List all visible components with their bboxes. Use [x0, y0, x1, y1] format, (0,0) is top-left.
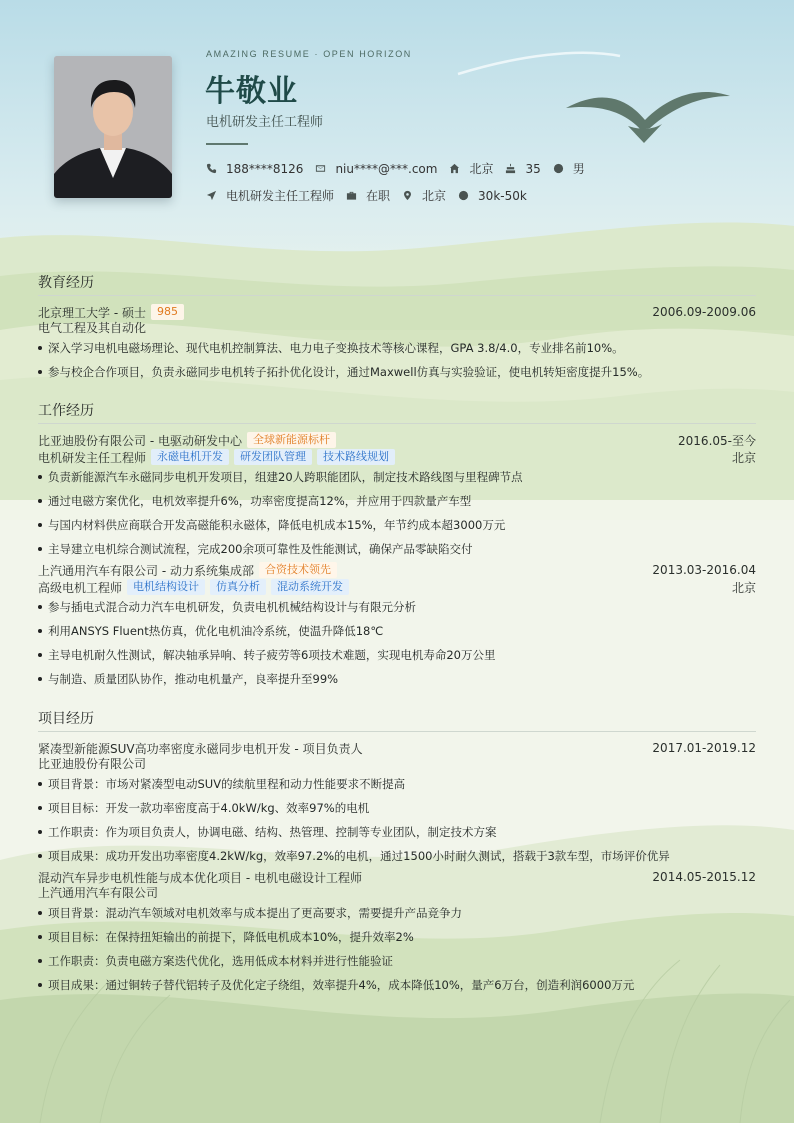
work-section [38, 401, 756, 687]
list-item: 负责新能源汽车永磁同步电机开发项目，组建20人跨职能团队，制定技术路线图与里程碑节点 [38, 469, 756, 485]
project-date: 2017.01-2019.12 [652, 741, 756, 755]
job-status-item [346, 187, 390, 204]
company-tag: 全球新能源标杆 [247, 432, 336, 448]
project-header [38, 869, 756, 885]
brand-tagline: AMAZING RESUME · OPEN HORIZON [206, 49, 412, 59]
skill-tag: 混动系统开发 [271, 579, 349, 595]
skill-tag: 仿真分析 [210, 579, 266, 595]
section-title: 工作经历 [38, 403, 94, 419]
list-item: 项目目标：在保持扭矩输出的前提下，降低电机成本10%，提升效率2% [38, 929, 756, 945]
email-item [315, 162, 437, 176]
skill-tag: 技术路线规划 [317, 449, 395, 465]
list-item: 工作职责：负责电磁方案迭代优化，选用低成本材料并进行性能验证 [38, 953, 756, 969]
job-bullets [38, 469, 756, 557]
target-city-text: 北京 [422, 189, 447, 203]
project-bullets [38, 905, 756, 993]
list-item: 与制造、质量团队协作，推动电机量产，良率提升至99% [38, 671, 756, 687]
skill-tag: 电机结构设计 [127, 579, 205, 595]
project-entry [38, 740, 756, 864]
age-text: 35 [525, 161, 541, 176]
job-status-text: 在职 [366, 189, 391, 203]
projects-section [38, 709, 756, 993]
gender-icon [553, 163, 564, 174]
education-section [38, 273, 756, 380]
school-name: 北京理工大学 - 硕士 [38, 305, 146, 320]
list-item: 参与校企合作项目，负责永磁同步电机转子拓扑优化设计，通过Maxwell仿真与实验验证，使电机转矩密度提升15%。 [38, 364, 756, 380]
project-bullets [38, 776, 756, 864]
list-item: 深入学习电机电磁场理论、现代电机控制算法、电力电子变换技术等核心课程，GPA 3.8/4.0，专业排名前10%。 [38, 340, 756, 356]
list-item: 项目背景：混动汽车领域对电机效率与成本提出了更高要求，需要提升产品竞争力 [38, 905, 756, 921]
phone-text: 188****8126 [226, 161, 304, 176]
list-item: 通过电磁方案优化，电机效率提升6%，功率密度提高12%，并应用于四款量产车型 [38, 493, 756, 509]
job-city: 北京 [731, 580, 756, 595]
job-header [38, 562, 756, 578]
company-name: 上汽通用汽车有限公司 - 动力系统集成部 [38, 563, 254, 578]
list-item: 主导建立电机综合测试流程，完成200余项可靠性及性能测试，确保产品零缺陷交付 [38, 541, 756, 557]
job-role: 高级电机工程师 [38, 580, 123, 595]
list-item: 项目目标：开发一款功率密度高于4.0kW/kg、效率97%的电机 [38, 800, 756, 816]
phone-item [206, 162, 303, 176]
company-tag: 合资技术领先 [259, 562, 337, 578]
list-item: 与国内材料供应商联合开发高磁能积永磁体，降低电机成本15%，年节约成本超3000万元 [38, 517, 756, 533]
company-name: 比亚迪股份有限公司 - 电驱动研发中心 [38, 433, 242, 448]
section-divider [38, 295, 756, 296]
section-divider [38, 731, 756, 732]
briefcase-icon [346, 190, 357, 201]
list-item: 利用ANSYS Fluent热仿真，优化电机油冷系统，使温升降低18℃ [38, 623, 756, 639]
list-item: 主导电机耐久性测试，解决轴承异响、转子疲劳等6项技术难题，实现电机寿命20万公里 [38, 647, 756, 663]
project-header [38, 740, 756, 756]
project-org: 上汽通用汽车有限公司 [38, 886, 159, 900]
job-role: 电机研发主任工程师 [38, 450, 147, 465]
job-date: 2013.03-2016.04 [652, 563, 756, 577]
job-role-row [38, 449, 756, 465]
gender-text: 男 [572, 162, 585, 176]
candidate-name: 牛敬业 [205, 74, 298, 109]
salary-text: 30k-50k [478, 188, 527, 203]
project-name: 紧凑型新能源SUV高功率密度永磁同步电机开发 - 项目负责人 [38, 741, 363, 756]
job-bullets [38, 599, 756, 687]
list-item: 项目成果：成功开发出功率密度4.2kW/kg，效率97.2%的电机，通过1500小时耐久测试，搭载于3款车型，市场评价优异 [38, 848, 756, 864]
skill-tag: 永磁电机开发 [151, 449, 229, 465]
job-entry [38, 562, 756, 687]
list-item: 项目成果：通过铜转子替代铝转子及优化定子绕组，效率提升4%，成本降低10%，量产6万台，创造利润6000万元 [38, 977, 756, 993]
project-entry [38, 869, 756, 993]
section-title: 教育经历 [38, 275, 94, 291]
target-city-item [402, 187, 446, 204]
contact-row [206, 160, 597, 177]
project-org: 比亚迪股份有限公司 [38, 757, 147, 771]
job-date: 2016.05-至今 [678, 433, 756, 448]
job-header [38, 432, 756, 448]
job-entry [38, 432, 756, 557]
section-title: 项目经历 [38, 711, 94, 727]
target-position-item [206, 187, 334, 204]
gender-item [553, 160, 585, 177]
phone-icon [206, 163, 217, 174]
education-major: 电气工程及其自动化 [38, 321, 147, 335]
salary-item [458, 189, 527, 203]
education-header [38, 304, 756, 320]
salary-icon [458, 190, 469, 201]
section-divider [38, 423, 756, 424]
home-icon [449, 163, 460, 174]
list-item: 项目背景：市场对紧凑型电动SUV的续航里程和动力性能要求不断提高 [38, 776, 756, 792]
email-text: niu****@***.com [335, 161, 438, 176]
candidate-headline: 电机研发主任工程师 [206, 115, 324, 130]
cake-icon [505, 163, 516, 174]
education-bullets [38, 340, 756, 380]
header-divider [206, 143, 248, 145]
profile-photo [54, 56, 172, 198]
home-text: 北京 [469, 162, 494, 176]
target-position-text: 电机研发主任工程师 [226, 189, 335, 203]
list-item: 参与插电式混合动力汽车电机研发，负责电机机械结构设计与有限元分析 [38, 599, 756, 615]
list-item: 工作职责：作为项目负责人，协调电磁、结构、热管理、控制等专业团队，制定技术方案 [38, 824, 756, 840]
job-city: 北京 [731, 450, 756, 465]
project-name: 混动汽车异步电机性能与成本优化项目 - 电机电磁设计工程师 [38, 870, 362, 885]
location-pin-icon [402, 190, 413, 201]
job-role-row [38, 579, 756, 595]
project-date: 2014.05-2015.12 [652, 870, 756, 884]
mail-icon [315, 163, 326, 174]
school-tag: 985 [151, 304, 184, 320]
send-icon [206, 190, 217, 201]
intent-row [206, 187, 539, 204]
age-item [505, 162, 540, 176]
home-item [449, 160, 493, 177]
education-date: 2006.09-2009.06 [652, 305, 756, 319]
skill-tag: 研发团队管理 [234, 449, 312, 465]
